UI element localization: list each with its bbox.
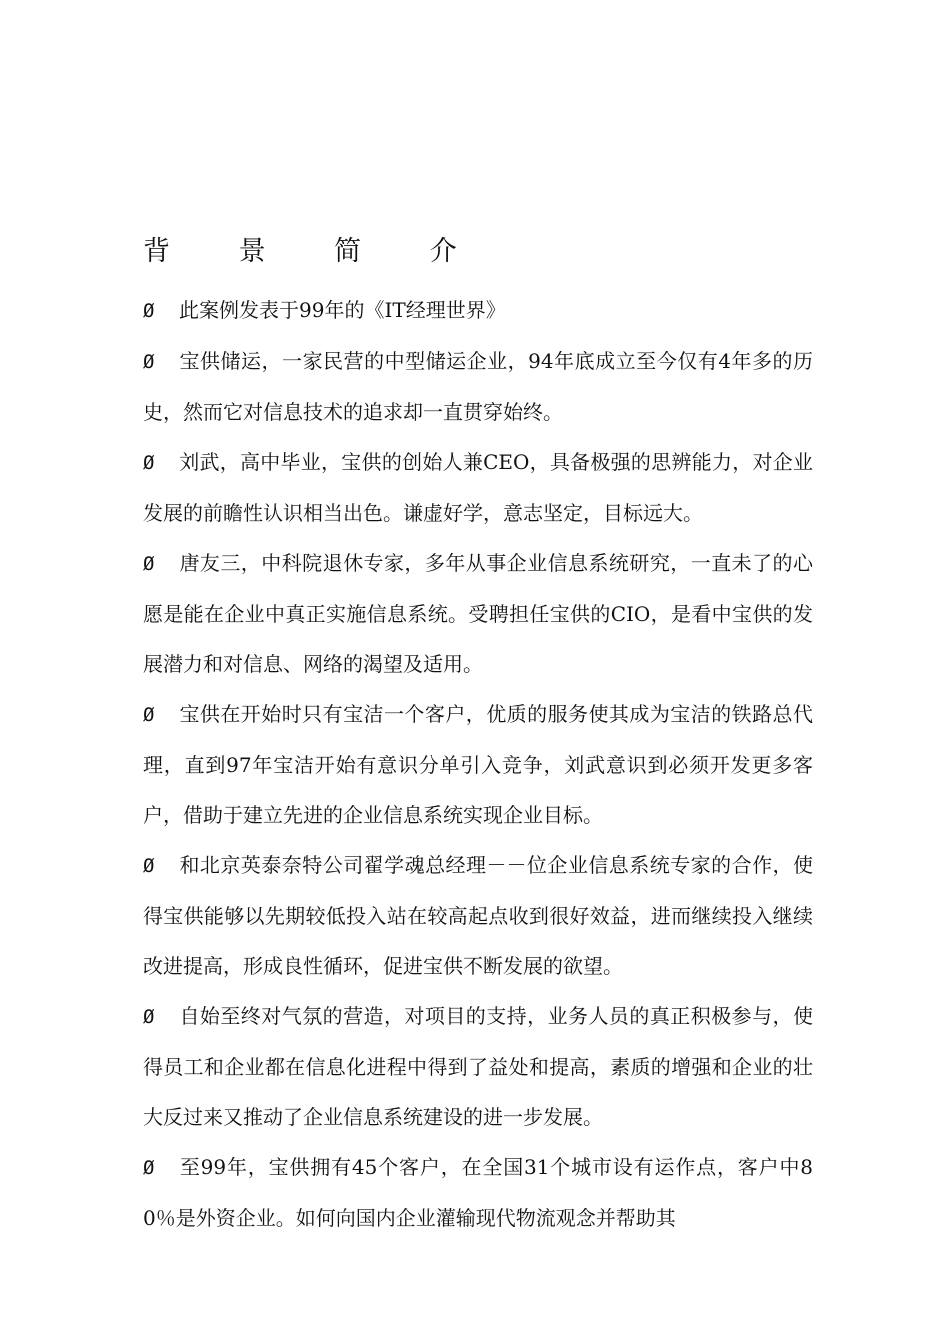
bullet-icon: Ø — [143, 300, 155, 322]
list-item — [143, 840, 813, 991]
list-item-text: 刘武，高中毕业，宝供的创始人兼CEO，具备极强的思辨能力，对企业发展的前瞻性认识相当出色。谦虚好学，意志坚定，目标远大。 — [143, 450, 813, 525]
list-item — [143, 538, 813, 689]
bullet-icon: Ø — [143, 704, 155, 726]
list-item-text: 和北京英泰奈特公司翟学魂总经理－－位企业信息系统专家的合作，使得宝供能够以先期较低投入站在较高起点收到很好效益，进而继续投入继续改进提高，形成良性循环，促进宝供不断发展的欲望。 — [143, 853, 813, 978]
bullet-icon: Ø — [143, 452, 155, 474]
list-item — [143, 991, 813, 1142]
list-item-text: 宝供在开始时只有宝洁一个客户，优质的服务使其成为宝洁的铁路总代理，直到97年宝洁开始有意识分单引入竞争，刘武意识到必须开发更多客户，借助于建立先进的企业信息系统实现企业目标。 — [143, 702, 813, 827]
bullet-list — [143, 285, 813, 1243]
list-item — [143, 285, 813, 336]
page-title: 背 景 简 介 — [143, 236, 487, 267]
list-item-text: 唐友三，中科院退休专家，多年从事企业信息系统研究，一直未了的心愿是能在企业中真正实施信息系统。受聘担任宝供的CIO，是看中宝供的发展潜力和对信息、网络的渴望及适用。 — [143, 551, 813, 676]
bullet-icon: Ø — [143, 1006, 155, 1028]
list-item — [143, 689, 813, 840]
list-item — [143, 437, 813, 538]
bullet-icon: Ø — [143, 553, 155, 575]
list-item-text: 宝供储运，一家民营的中型储运企业，94年底成立至今仅有4年多的历史，然而它对信息技术的追求却一直贯穿始终。 — [143, 349, 813, 424]
bullet-icon: Ø — [143, 1157, 155, 1179]
list-item-text: 此案例发表于99年的《IT经理世界》 — [179, 298, 506, 322]
bullet-icon: Ø — [143, 855, 155, 877]
list-item — [143, 1142, 813, 1243]
list-item — [143, 336, 813, 437]
bullet-icon: Ø — [143, 351, 155, 373]
list-item-text: 至99年，宝供拥有45个客户，在全国31个城市设有运作点，客户中80％是外资企业。如何向国内企业灌输现代物流观念并帮助其 — [143, 1155, 813, 1230]
list-item-text: 自始至终对气氛的营造，对项目的支持，业务人员的真正积极参与，使得员工和企业都在信息化进程中得到了益处和提高，素质的增强和企业的壮大反过来又推动了企业信息系统建设的进一步发展。 — [143, 1004, 813, 1129]
